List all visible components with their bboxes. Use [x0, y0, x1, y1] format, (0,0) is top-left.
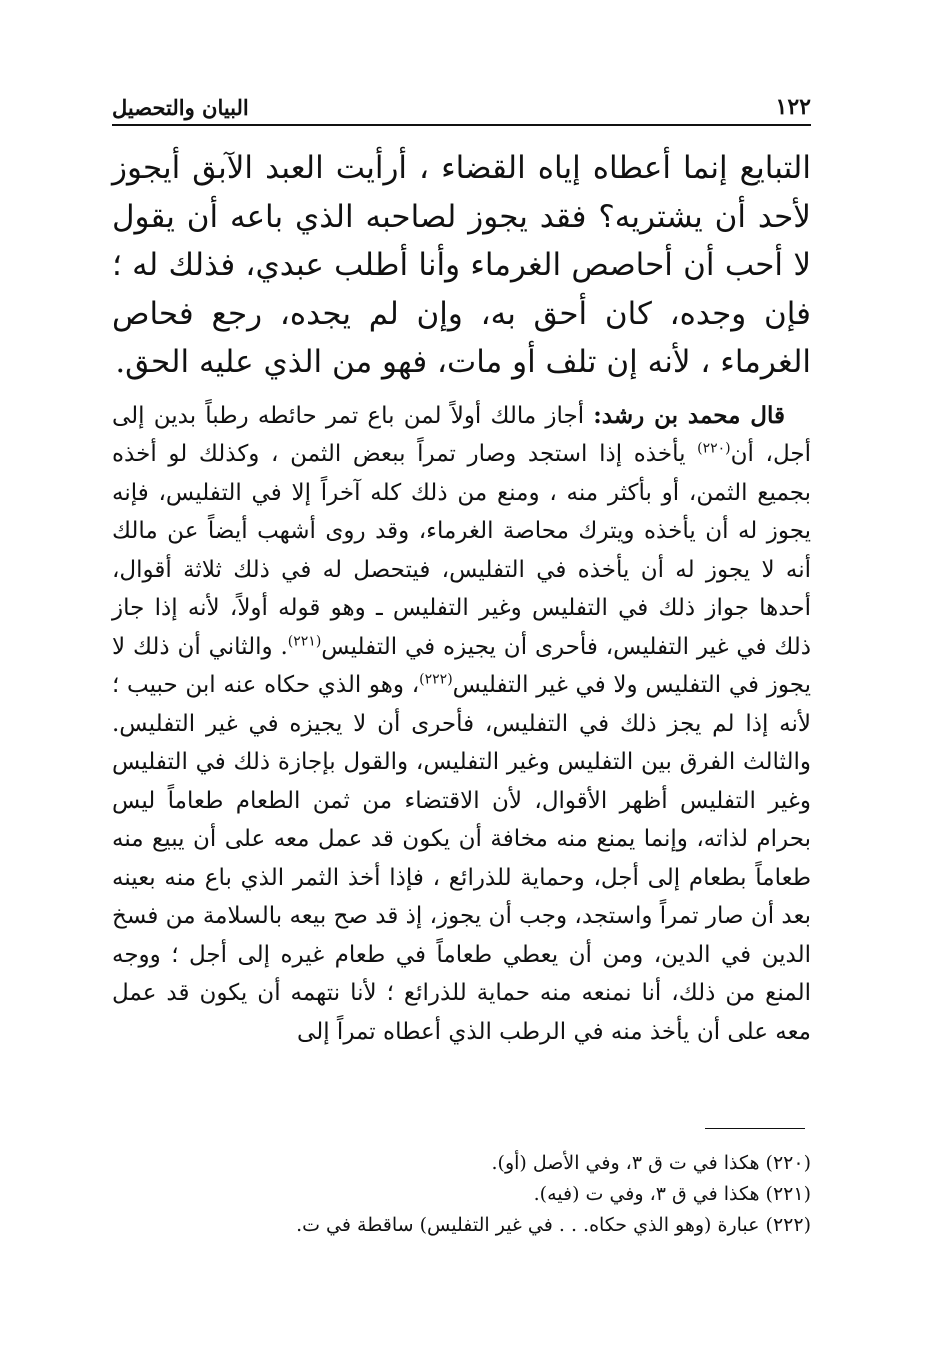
main-text — [112, 144, 811, 1051]
paragraph-2-text-a: أجاز مالك أولاً لمن باع تمر حائطه رطباً بدين إلى أجل، أن — [112, 402, 812, 468]
footnote-ref-222[interactable]: (٢٢٢) — [419, 671, 453, 688]
footnote-ref-221[interactable]: (٢٢١) — [287, 633, 322, 650]
paragraph-2 — [112, 397, 811, 1052]
book-title: البيان والتحصيل — [112, 95, 249, 120]
footnotes — [112, 1148, 811, 1241]
paragraph-2-lead: قال محمد بن رشد: — [593, 401, 786, 429]
running-header — [112, 86, 811, 126]
footnote-ref-220[interactable]: (٢٢٠) — [697, 440, 731, 457]
footnote-222: (٢٢٢) عبارة (وهو الذي حكاه. . . في غير التفليس) ساقطة في ت. — [296, 1214, 811, 1236]
paragraph-2-text-d: ، وهو الذي حكاه عنه ابن حبيب ؛ لأنه إذا لم يجز ذلك في التفليس، فأحرى أن لا يجيزه في غير التفليس. والثالث الفرق بين التفليس وغير التفليس، والقول بإجازة ذلك في التفليس وغير التفليس أظهر الأقوال، لأن الاقتضاء من ثمن الطعام طعاماً ليس بحرام لذاته، وإنما يمنع منه مخافة أن يكون قد عمل معه على أن يبيع منه طعاماً بطعام إلى أجل، وحماية للذرائع ، فإذا أخذ الثمر الذي باع منه بعينه بعد أن صار تمراً واستجد، وجب أن يجوز، إذ قد صح بيعه بالسلامة من فسخ الدين في الدين، ومن أن يعطي طعاماً في طعام غيره إلى أجل ؛ ووجه المنع من ذلك، أنا نمنعه منه حماية للذرائع ؛ لأنا نتهمه أن يكون قد عمل معه على أن يأخذ منه في الرطب الذي أعطاه تمراً إلى — [112, 672, 811, 1045]
footnote-separator — [705, 1128, 805, 1129]
page-number: ١٢٢ — [775, 94, 811, 120]
paragraph-2-text-c: . والثاني أن ذلك لا يجوز في التفليس ولا في غير التفليس — [112, 633, 811, 699]
footnote-221: (٢٢١) هكذا في ق ٣، وفي ت (فيه). — [533, 1183, 811, 1205]
paragraph-1: التبايع إنما أعطاه إياه القضاء ، أرأيت العبد الآبق أيجوز لأحد أن يشتريه؟ فقد يجوز لصاحبه الذي باعه أن يقول لا أحب أن أحاصص الغرماء وأنا أطلب عبدي، فذلك له ؛ فإن وجده، كان أحق به، وإن لم يجده، رجع فحاص الغرماء ، لأنه إن تلف أو مات، فهو من الذي عليه الحق. — [112, 150, 811, 381]
footnote-220: (٢٢٠) هكذا في ت ق ٣، وفي الأصل (أو). — [491, 1152, 811, 1174]
paragraph-2-text-b: يأخذه إذا استجد وصار تمراً ببعض الثمن ، وكذلك لو أخذه بجميع الثمن، أو بأكثر منه ، ومنع من ذلك كله آخراً إلا في التفليس، فإنه يجوز له أن يأخذه ويترك محاصة الغرماء، وقد روى أشهب أيضاً عن مالك أنه لا يجوز له أن يأخذه في التفليس، فيتحصل له في ذلك ثلاثة أقوال، أحدها جواز ذلك في التفليس وغير التفليس ـ وهو قوله أولاً، لأنه إذا جاز ذلك في غير التفليس، فأحرى أن يجيزه في التفليس — [112, 441, 811, 660]
